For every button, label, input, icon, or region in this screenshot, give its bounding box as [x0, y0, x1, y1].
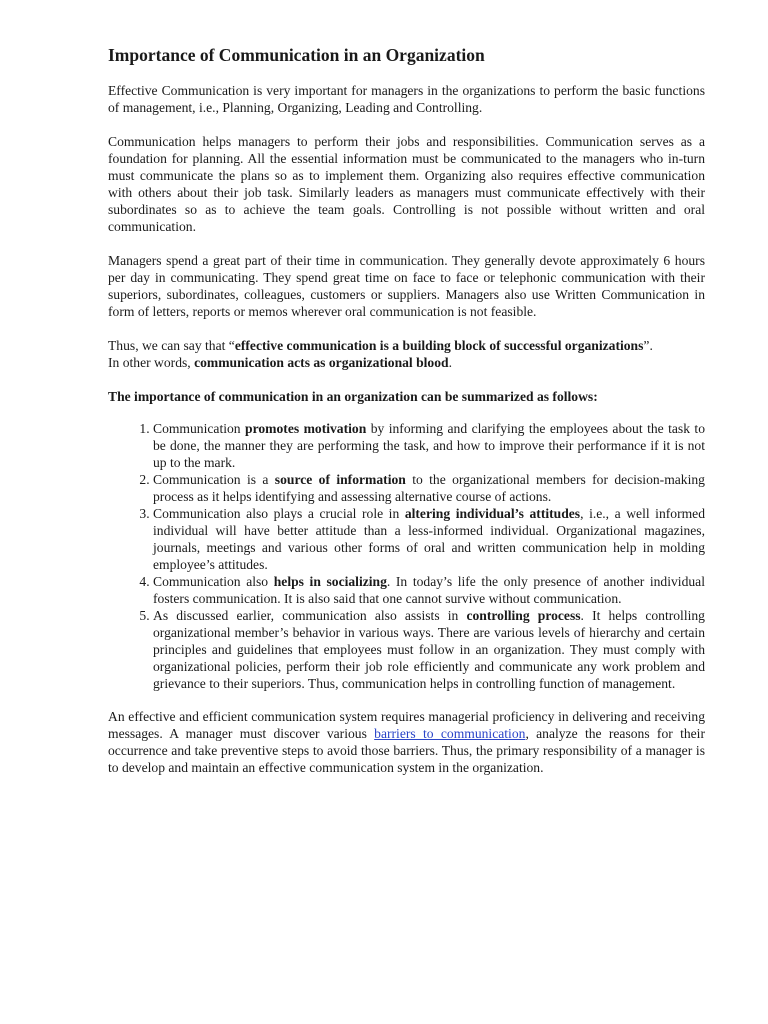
building-block-emphasis: effective communication is a building block of successful organizations [234, 338, 644, 353]
item-emphasis: controlling process [466, 608, 581, 623]
building-block-suffix: ”. [643, 338, 653, 353]
blood-suffix: . [448, 355, 452, 370]
item-text-after: to the organizational members for decision-making process as it helps identifying and assessing alternative course of actions. [153, 472, 705, 504]
document-title: Importance of Communication in an Organization [108, 45, 485, 65]
summary-heading: The importance of communication in an organization can be summarized as follows: [108, 389, 598, 404]
item-text-after: , i.e., a well informed individual will have better attitude than a less-informed individual. Organizational magazines, journals, meetings and various other forms of oral and written communication help in molding employee’s attitudes. [153, 506, 706, 572]
item-text-before: Communication is a [153, 472, 275, 487]
barriers-to-communication-link[interactable]: barriers to communication [374, 726, 526, 741]
item-text-before: Communication also [153, 574, 274, 589]
blood-emphasis: communication acts as organizational blood [194, 355, 449, 370]
item-text-after: by informing and clarifying the employees about the task to be done, the manner they are performing the task, and how to improve their performance if it is not up to the mark. [153, 421, 705, 470]
document-page [108, 44, 705, 793]
item-text-after: . In today’s life the only presence of another individual fosters communication. It is also said that one cannot survive without communication. [153, 574, 705, 606]
item-emphasis: altering individual’s attitudes [404, 506, 581, 521]
item-text-after: . It helps controlling organizational member’s behavior in various ways. There are various levels of hierarchy and certain principles and guidelines that employees must follow in an organization. They must comply with organizational policies, perform their job role efficiently and communicate any work problem and grievance to their superiors. Thus, communication helps in controlling function of management. [153, 608, 705, 691]
organizational-blood-paragraph [108, 354, 705, 371]
item-text-before: Communication also plays a crucial role in [153, 506, 405, 521]
blood-prefix: In other words, [108, 355, 195, 370]
building-block-prefix: Thus, we can say that “ [108, 338, 235, 353]
list-item [153, 607, 705, 692]
importance-list [108, 420, 705, 692]
item-emphasis: source of information [274, 472, 406, 487]
item-text-before: As discussed earlier, communication also assists in [153, 608, 467, 623]
building-block-paragraph [108, 337, 705, 354]
closing-prefix: An effective and efficient communication system requires managerial proficiency in delivering and receiving messages. A manager must discover various [108, 709, 705, 741]
closing-suffix: , analyze the reasons for their occurrence and take preventive steps to avoid those barriers. Thus, the primary responsibility of a manager is to develop and maintain an effective communication system in the organization. [108, 726, 705, 775]
list-item [153, 420, 705, 471]
list-item [153, 471, 705, 505]
planning-paragraph: Communication helps managers to perform their jobs and responsibilities. Communication serves as a foundation for planning. All the essential information must be communicated to the managers who in-turn must communicate the plans so as to implement them. Organizing also requires effective communication with others about their job task. Similarly leaders as managers must communicate effectively with their subordinates so as to achieve the team goals. Controlling is not possible without written and oral communication. [108, 134, 705, 234]
list-item [153, 505, 705, 573]
item-emphasis: promotes motivation [245, 421, 367, 436]
intro-paragraph: Effective Communication is very important for managers in the organizations to perform the basic functions of management, i.e., Planning, Organizing, Leading and Controlling. [108, 83, 705, 115]
closing-paragraph [108, 708, 705, 776]
item-text-before: Communication [153, 421, 246, 436]
time-paragraph: Managers spend a great part of their time in communication. They generally devote approximately 6 hours per day in communicating. They spend great time on face to face or telephonic communication with their superiors, subordinates, colleagues, customers or suppliers. Managers also use Written Communication in form of letters, reports or memos wherever oral communication is not feasible. [108, 253, 705, 319]
list-item [153, 573, 705, 607]
item-emphasis: helps in socializing [273, 574, 387, 589]
